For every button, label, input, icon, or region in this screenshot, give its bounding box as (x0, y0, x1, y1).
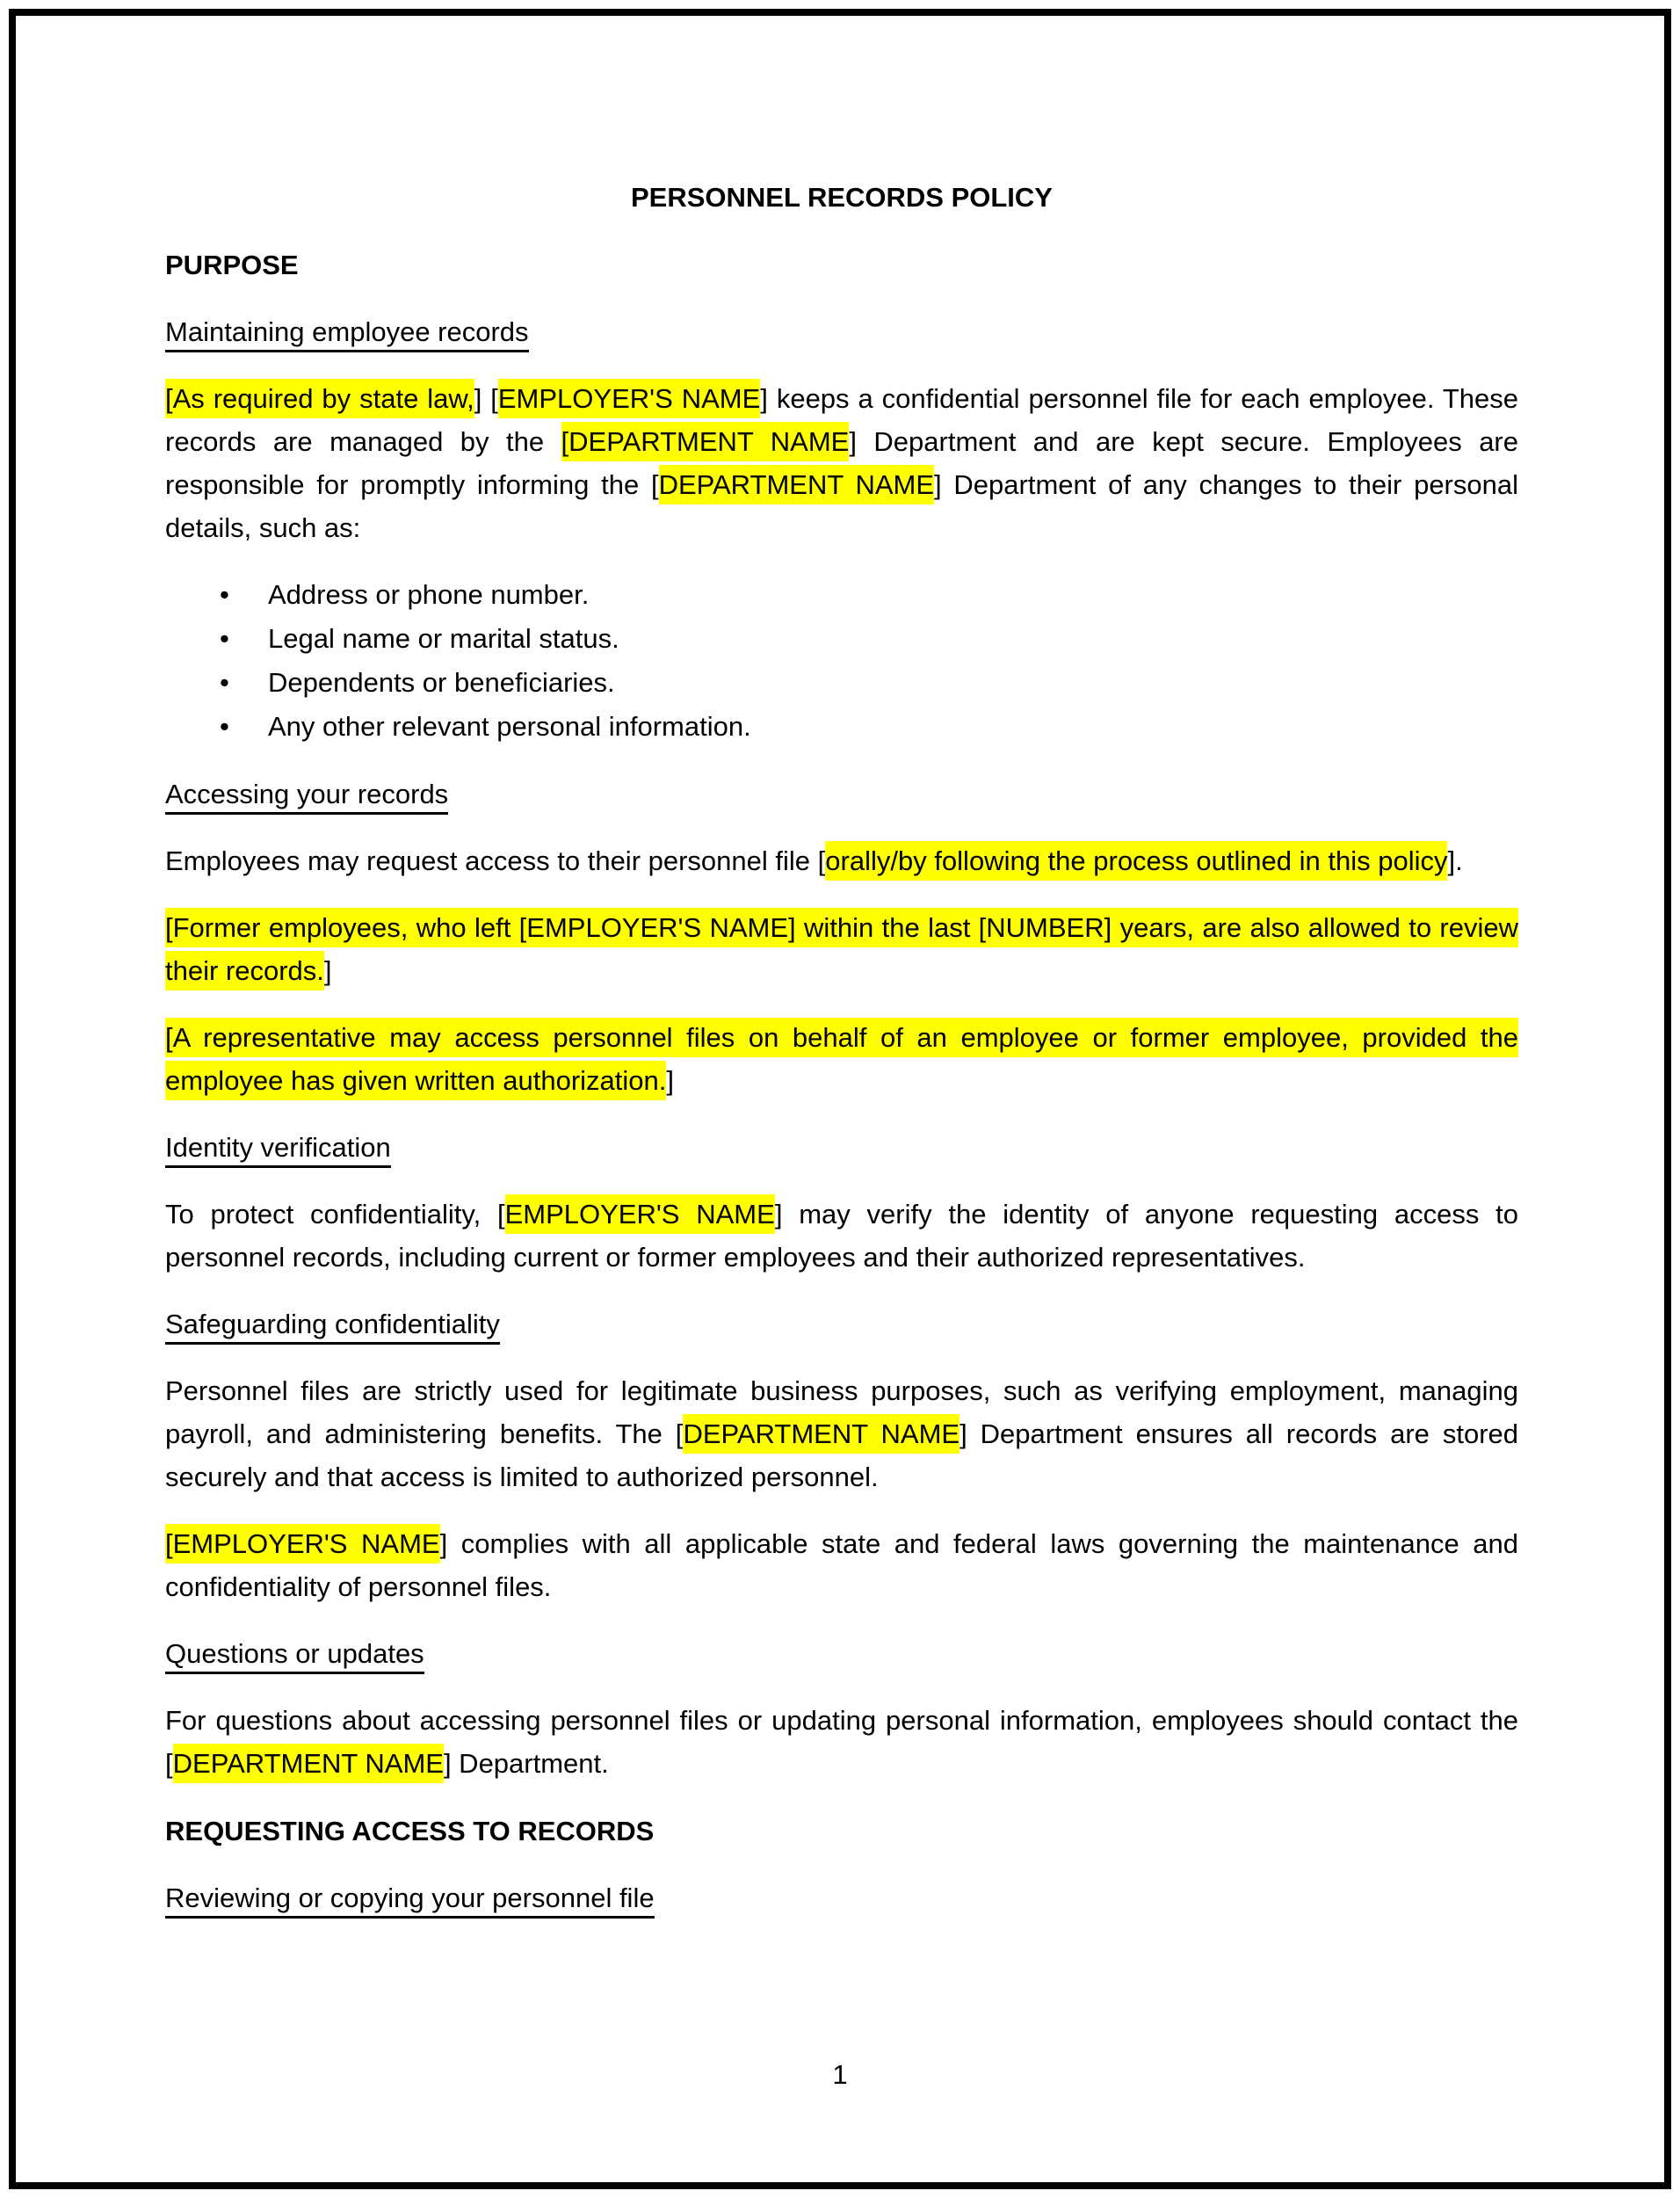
paragraph-intro (165, 377, 1518, 549)
text-segment: ] Department and are kept secure. Employees are responsible for promptly informing the [ (165, 426, 1519, 500)
text-segment: For questions about accessing personnel files or updating personal information, employees should contact the [ (165, 1705, 1518, 1779)
list-item: • Any other relevant personal information. (165, 705, 1518, 749)
highlighted-text: EMPLOYER'S NAME (505, 1194, 775, 1234)
highlighted-text: EMPLOYER'S NAME (498, 379, 760, 418)
subheading-safeguarding-confidentiality: Safeguarding confidentiality (165, 1302, 1518, 1346)
highlighted-text: DEPARTMENT NAME (173, 1744, 444, 1783)
list-item: • Legal name or marital status. (165, 617, 1518, 661)
section-heading-purpose: PURPOSE (165, 250, 299, 280)
section-heading-requesting-access: REQUESTING ACCESS TO RECORDS (165, 1816, 655, 1846)
list-item: • Dependents or beneficiaries. (165, 661, 1518, 705)
paragraph-safeguarding-use (165, 1369, 1518, 1498)
document-content (165, 176, 1518, 1919)
text-segment: ] keeps a confidential personnel file for each employee. These records are managed by the (165, 383, 1519, 457)
text-segment: ]. (1447, 845, 1463, 876)
text-segment: ] Department ensures all records are stored securely and that access is limited to authorized personnel. (165, 1418, 1518, 1492)
page-number: 1 (832, 2059, 848, 2090)
text-segment: ] (323, 955, 332, 986)
highlighted-text: [EMPLOYER'S NAME (165, 1524, 440, 1563)
paragraph-safeguarding-compliance (165, 1522, 1518, 1608)
highlighted-text: orally/by following the process outlined in this policy (825, 841, 1447, 881)
highlighted-text: [DEPARTMENT NAME (561, 422, 850, 461)
text-segment: To protect confidentiality, [ (165, 1199, 505, 1230)
text-segment: Employees may request access to their personnel file [ (165, 845, 826, 876)
highlighted-text: [Former employees, who left [EMPLOYER'S NAME] within the last [NUMBER] years, are also allowed to review their records. (165, 908, 1518, 990)
subheading-reviewing-copying: Reviewing or copying your personnel file (165, 1876, 1518, 1919)
paragraph-access-request (165, 839, 1518, 882)
text-segment: ] may verify the identity of anyone requesting access to personnel records, including current or former employees and their authorized representatives. (165, 1199, 1519, 1273)
text-segment: ] Department of any changes to their personal details, such as: (165, 469, 1518, 543)
text-segment: ] complies with all applicable state and federal laws governing the maintenance and confidentiality of personnel files. (165, 1528, 1519, 1602)
list-item: • Address or phone number. (165, 573, 1518, 617)
highlighted-text: [A representative may access personnel files on behalf of an employee or former employee, provided the employee has given written authorization. (165, 1018, 1518, 1100)
text-segment: ] [ (474, 383, 498, 414)
paragraph-representative (165, 1016, 1518, 1102)
subheading-questions-updates: Questions or updates (165, 1632, 1518, 1675)
subheading-accessing-records: Accessing your records (165, 773, 1518, 816)
highlighted-text: [As required by state law, (165, 379, 474, 418)
subheading-identity-verification: Identity verification (165, 1126, 1518, 1169)
text-segment: ] Department. (443, 1748, 609, 1779)
subheading-maintaining-records: Maintaining employee records (165, 310, 1518, 353)
highlighted-text: DEPARTMENT NAME (659, 465, 934, 504)
paragraph-identity (165, 1193, 1518, 1279)
text-segment: Personnel files are strictly used for legitimate business purposes, such as verifying employment, managing payroll, and administering benefits. The [ (165, 1375, 1518, 1449)
document-title: PERSONNEL RECORDS POLICY (630, 182, 1053, 213)
text-segment: ] (666, 1065, 675, 1096)
paragraph-former-employees (165, 906, 1518, 992)
highlighted-text: DEPARTMENT NAME (683, 1414, 959, 1454)
paragraph-questions (165, 1699, 1518, 1785)
personal-details-bullet-list (165, 573, 1518, 749)
